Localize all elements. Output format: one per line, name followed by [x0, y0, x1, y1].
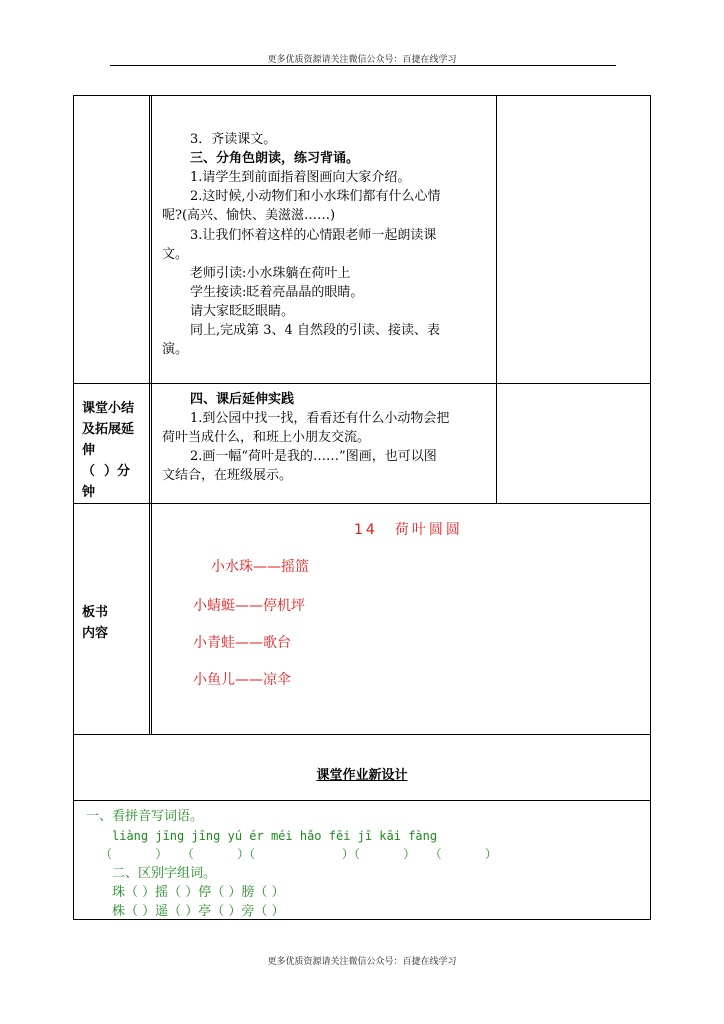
page-footer: 更多优质资源请关注微信公众号：百捷在线学习: [267, 957, 457, 967]
board-item: 小蜻蜓——停机坪: [193, 598, 305, 614]
section-heading: 四、课后延伸实践: [190, 392, 295, 407]
text-line: 文结合，在班级展示。: [162, 468, 293, 483]
text-line: 3.让我们怀着这样的心情跟老师一起朗读课: [190, 228, 437, 243]
row-label: [82, 398, 134, 503]
homework-line: 株（ ）遥（ ）亭（ ）旁（ ）: [112, 904, 285, 919]
text-line: 老师引读:小水珠躺在荷叶上: [190, 266, 351, 281]
row-label-line: 及拓展延: [82, 422, 135, 437]
row-divider: [73, 800, 651, 801]
text-line: 1.请学生到前面指着图画向大家介绍。: [190, 170, 411, 185]
homework-line: 二、区别字组词。: [112, 866, 217, 881]
text-line: 2.画一幅“荷叶是我的……”图画，也可以图: [190, 449, 437, 464]
board-item: 小鱼儿——凉伞: [193, 672, 291, 688]
text-line: 学生接读:眨着亮晶晶的眼睛。: [190, 285, 364, 300]
row-label: [82, 602, 108, 644]
row-label-line: 钟: [82, 485, 96, 500]
row-divider: [73, 503, 651, 504]
board-title: 14 荷叶圆圆: [354, 522, 463, 538]
text-line: 2.这时候,小动物们和小水珠们都有什么心情: [190, 189, 441, 204]
text-line: 请大家眨眨眼睛。: [190, 304, 295, 319]
column-divider: [496, 95, 497, 503]
homework-line: 珠（ ）摇（ ）停（ ）膀（ ）: [112, 885, 285, 900]
row-divider: [73, 734, 651, 735]
text-line: 荷叶当成什么，和班上小朋友交流。: [162, 430, 371, 445]
pinyin-line: liàng jīng jīng yú ér méi hǎo fēi jī kāi fàng: [112, 829, 438, 843]
page-header: 更多优质资源请关注微信公众号：百捷在线学习: [267, 55, 457, 65]
text-line: 演。: [162, 342, 189, 357]
row-label-line: 课堂小结: [82, 401, 135, 416]
row-divider: [73, 383, 651, 384]
section-heading: 三、分角色朗读，练习背诵。: [190, 151, 360, 166]
text-line: 3．齐读课文。: [190, 132, 277, 147]
homework-title: 课堂作业新设计: [316, 768, 408, 783]
lesson-table: [73, 95, 651, 920]
text-line: 同上,完成第 3、4 自然段的引读、接读、表: [190, 323, 440, 338]
answer-blanks: （ ） （ ）（ ）（ ） （ ）: [100, 847, 497, 861]
board-item: 小青蛙——歌台: [193, 635, 291, 651]
column-divider: [149, 95, 152, 734]
row-label-line: 板书: [82, 605, 109, 620]
row-label-line: 内容: [82, 626, 109, 641]
board-item: 小水珠——摇篮: [211, 559, 309, 575]
homework-line: 一、看拼音写词语。: [86, 809, 204, 824]
row-label-line: （ ）分: [82, 464, 131, 479]
text-line: 1.到公园中找一找，看看还有什么小动物会把: [190, 411, 450, 426]
header-rule: [110, 65, 616, 66]
text-line: 文。: [162, 247, 189, 262]
text-line: 呢?(高兴、愉快、美滋滋……): [162, 208, 336, 223]
row-label-line: 伸: [82, 443, 96, 458]
